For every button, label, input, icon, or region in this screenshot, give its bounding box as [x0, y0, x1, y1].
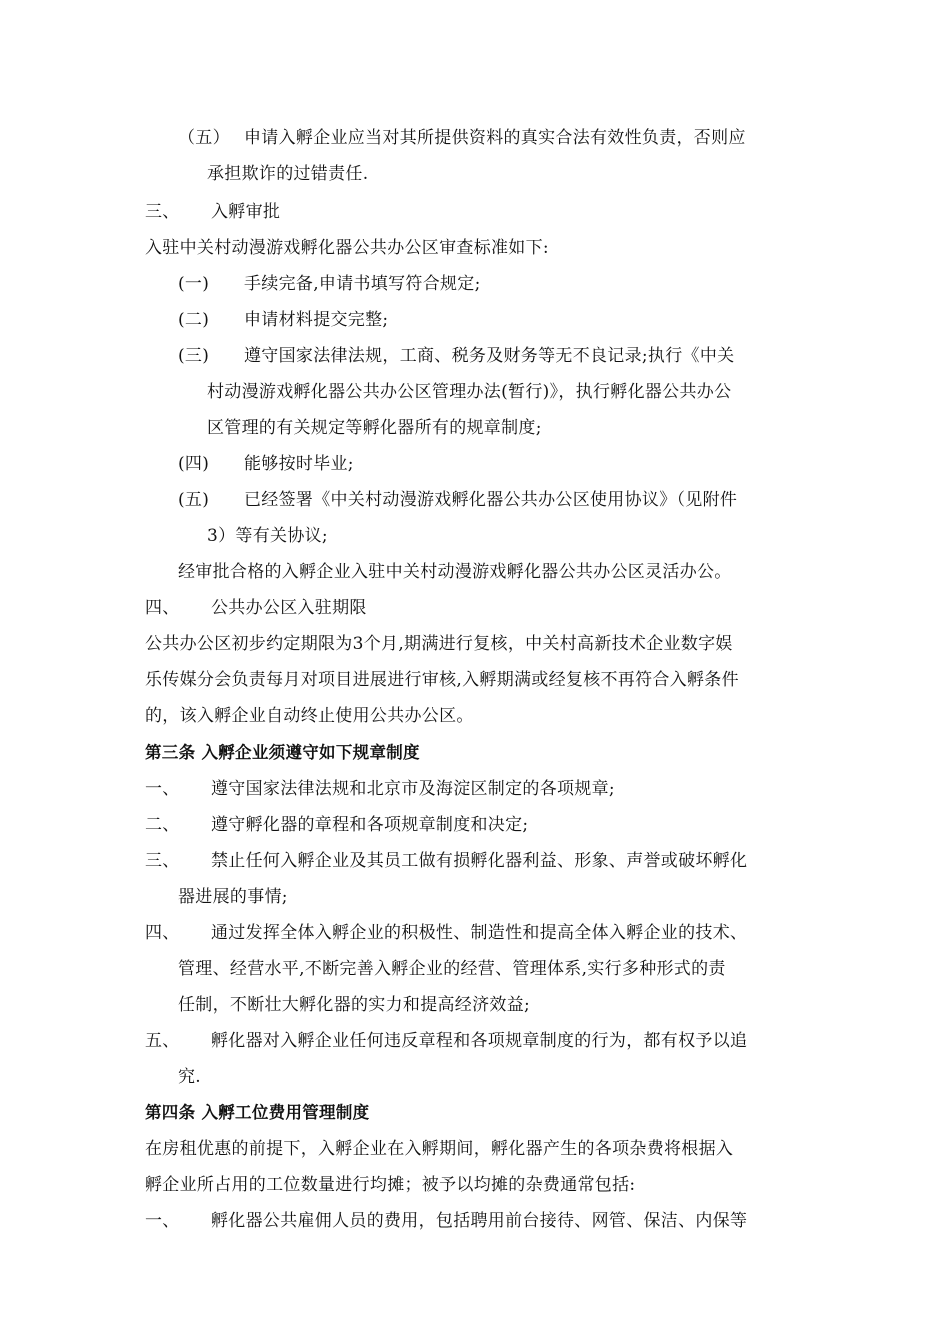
- paragraph-text: 经审批合格的入孵企业入驻中关村动漫游戏孵化器公共办公区灵活办公。: [178, 562, 732, 582]
- paragraph-text: 孵企业所占用的工位数量进行均摊；被予以均摊的杂费通常包括:: [145, 1175, 636, 1195]
- clause-line: [145, 776, 615, 802]
- clause-number: (四): [178, 454, 210, 474]
- clause-continuation: [207, 379, 731, 405]
- article-title: 第三条 入孵企业须遵守如下规章制度: [145, 743, 420, 762]
- paragraph-line: [145, 1136, 733, 1162]
- clause-number: （五）: [178, 128, 230, 148]
- section-heading: [145, 199, 280, 225]
- clause-text: 通过发挥全体入孵企业的积极性、制造性和提高全体入孵企业的技术、: [211, 923, 748, 943]
- section-number: 四、: [145, 598, 180, 618]
- clause-text: 3）等有关协议;: [207, 526, 328, 546]
- clause-line: [178, 451, 354, 477]
- clause-line: [145, 1028, 747, 1054]
- paragraph-line: [145, 1172, 635, 1198]
- clause-text: 已经签署《中关村动漫游戏孵化器公共办公区使用协议》（见附件: [244, 490, 738, 510]
- clause-text: 申请材料提交完整;: [244, 310, 389, 330]
- clause-line: [145, 1208, 747, 1234]
- clause-text: 能够按时毕业;: [244, 454, 354, 474]
- clause-text: 手续完备,申请书填写符合规定;: [244, 274, 481, 294]
- section-heading: [145, 595, 367, 621]
- clause-number: 一、: [145, 1211, 180, 1231]
- clause-number: 三、: [145, 851, 180, 871]
- paragraph-line: [145, 235, 549, 261]
- paragraph-line: [145, 703, 474, 729]
- clause-text: 管理、经营水平,不断完善入孵企业的经营、管理体系,实行多种形式的责: [178, 959, 726, 979]
- paragraph-text: 的，该入孵企业自动终止使用公共办公区。: [145, 706, 474, 726]
- clause-number: 一、: [145, 779, 180, 799]
- clause-line: [145, 848, 747, 874]
- clause-text: 申请入孵企业应当对其所提供资料的真实合法有效性负责，否则应: [244, 128, 746, 148]
- paragraph-line: [145, 631, 733, 657]
- clause-line: [145, 920, 747, 946]
- clause-text: 究.: [178, 1067, 202, 1087]
- clause-number: 四、: [145, 923, 180, 943]
- clause-continuation: [178, 956, 726, 982]
- clause-continuation: [207, 523, 328, 549]
- clause-number: (一): [178, 274, 210, 294]
- clause-line: [178, 271, 481, 297]
- clause-continuation: [207, 415, 542, 441]
- paragraph-text: 乐传媒分会负责每月对项目进展进行审核,入孵期满或经复核不再符合入孵条件: [145, 670, 739, 690]
- clause-text: 孵化器对入孵企业任何违反章程和各项规章制度的行为，都有权予以追: [211, 1031, 748, 1051]
- article-title: 第四条 入孵工位费用管理制度: [145, 1103, 370, 1122]
- clause-line: [145, 812, 528, 838]
- clause-text: 遵守国家法律法规，工商、税务及财务等无不良记录;执行《中关: [244, 346, 735, 366]
- section-number: 三、: [145, 202, 180, 222]
- paragraph-text: 在房租优惠的前提下，入孵企业在入孵期间，孵化器产生的各项杂费将根据入: [145, 1139, 734, 1159]
- clause-number: (三): [178, 346, 210, 366]
- clause-number: (二): [178, 310, 210, 330]
- clause-continuation: [178, 992, 530, 1018]
- clause-number: 五、: [145, 1031, 180, 1051]
- section-title: 公共办公区入驻期限: [211, 598, 367, 618]
- clause-text: 村动漫游戏孵化器公共办公区管理办法(暂行)》，执行孵化器公共办公: [207, 382, 732, 402]
- paragraph-line: [178, 559, 732, 585]
- article-heading: [145, 1100, 369, 1126]
- clause-text: 承担欺诈的过错责任.: [207, 164, 369, 184]
- clause-text: 任制，不断壮大孵化器的实力和提高经济效益;: [178, 995, 531, 1015]
- clause-continuation: [207, 161, 368, 187]
- clause-line: [178, 307, 388, 333]
- clause-number: (五): [178, 490, 210, 510]
- clause-text: 遵守国家法律法规和北京市及海淀区制定的各项规章;: [211, 779, 615, 799]
- article-heading: [145, 740, 420, 766]
- clause-text: 禁止任何入孵企业及其员工做有损孵化器利益、形象、声誉或破坏孵化: [211, 851, 748, 871]
- paragraph-text: 公共办公区初步约定期限为3个月,期满进行复核，中关村高新技术企业数字娱: [145, 634, 733, 654]
- clause-text: 孵化器公共雇佣人员的费用，包括聘用前台接待、网管、保洁、内保等: [211, 1211, 748, 1231]
- clause-text: 遵守孵化器的章程和各项规章制度和决定;: [211, 815, 529, 835]
- paragraph-line: [145, 667, 739, 693]
- clause-continuation: [178, 884, 288, 910]
- clause-text: 区管理的有关规定等孵化器所有的规章制度;: [207, 418, 542, 438]
- section-title: 入孵审批: [211, 202, 281, 222]
- clause-line: [178, 343, 734, 369]
- clause-text: 器进展的事情;: [178, 887, 288, 907]
- paragraph-text: 入驻中关村动漫游戏孵化器公共办公区审查标准如下:: [145, 238, 549, 258]
- clause-continuation: [178, 1064, 201, 1090]
- clause-line: [178, 487, 737, 513]
- clause-number: 二、: [145, 815, 180, 835]
- clause-line: [178, 125, 746, 151]
